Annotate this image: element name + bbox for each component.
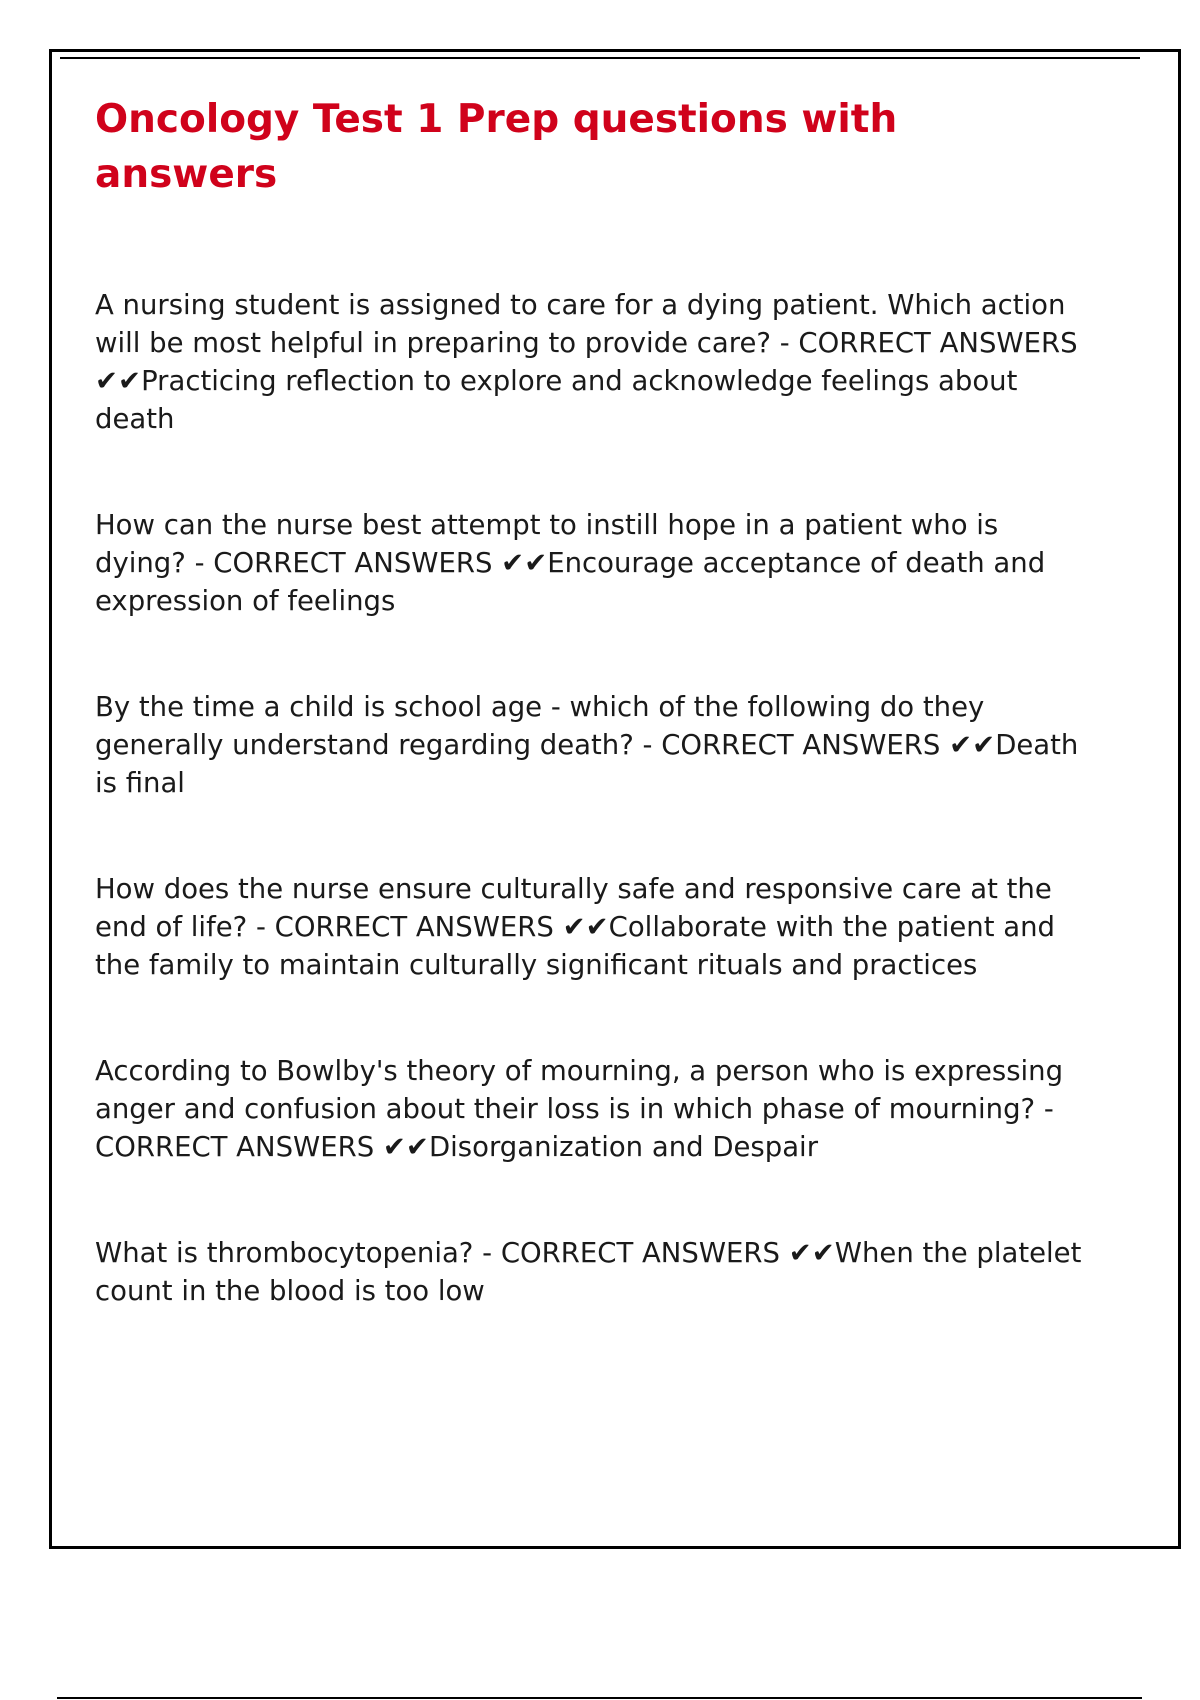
qa-item: A nursing student is assigned to care for a dying patient. Which action will be most helpful in preparing to provide care? - CORRECT ANSWERS ✔✔Practicing reflection to explore and acknowledge feelings about death [95,289,1078,435]
qa-item: By the time a child is school age - which of the following do they generally understand regarding death? - CORRECT ANSWERS ✔✔Death is final [95,691,1079,799]
bottom-rule [57,1697,1142,1699]
qa-item: According to Bowlby's theory of mourning, a person who is expressing anger and confusion about their loss is in which phase of mourning? - CORRECT ANSWERS ✔✔Disorganization and Despair [95,1055,1064,1163]
top-rule [60,57,1140,59]
qa-list [95,286,1095,1310]
document-content [95,92,1095,1378]
document-title: Oncology Test 1 Prep questions with answers [95,97,898,197]
qa-item: How can the nurse best attempt to instill hope in a patient who is dying? - CORRECT ANSWERS ✔✔Encourage acceptance of death and expression of feelings [95,509,1046,617]
qa-item: What is thrombocytopenia? - CORRECT ANSWERS ✔✔When the platelet count in the blood is too low [95,1237,1082,1307]
qa-item: How does the nurse ensure culturally safe and responsive care at the end of life? - CORRECT ANSWERS ✔✔Collaborate with the patient and the family to maintain culturally significant rituals and practices [95,873,1055,981]
